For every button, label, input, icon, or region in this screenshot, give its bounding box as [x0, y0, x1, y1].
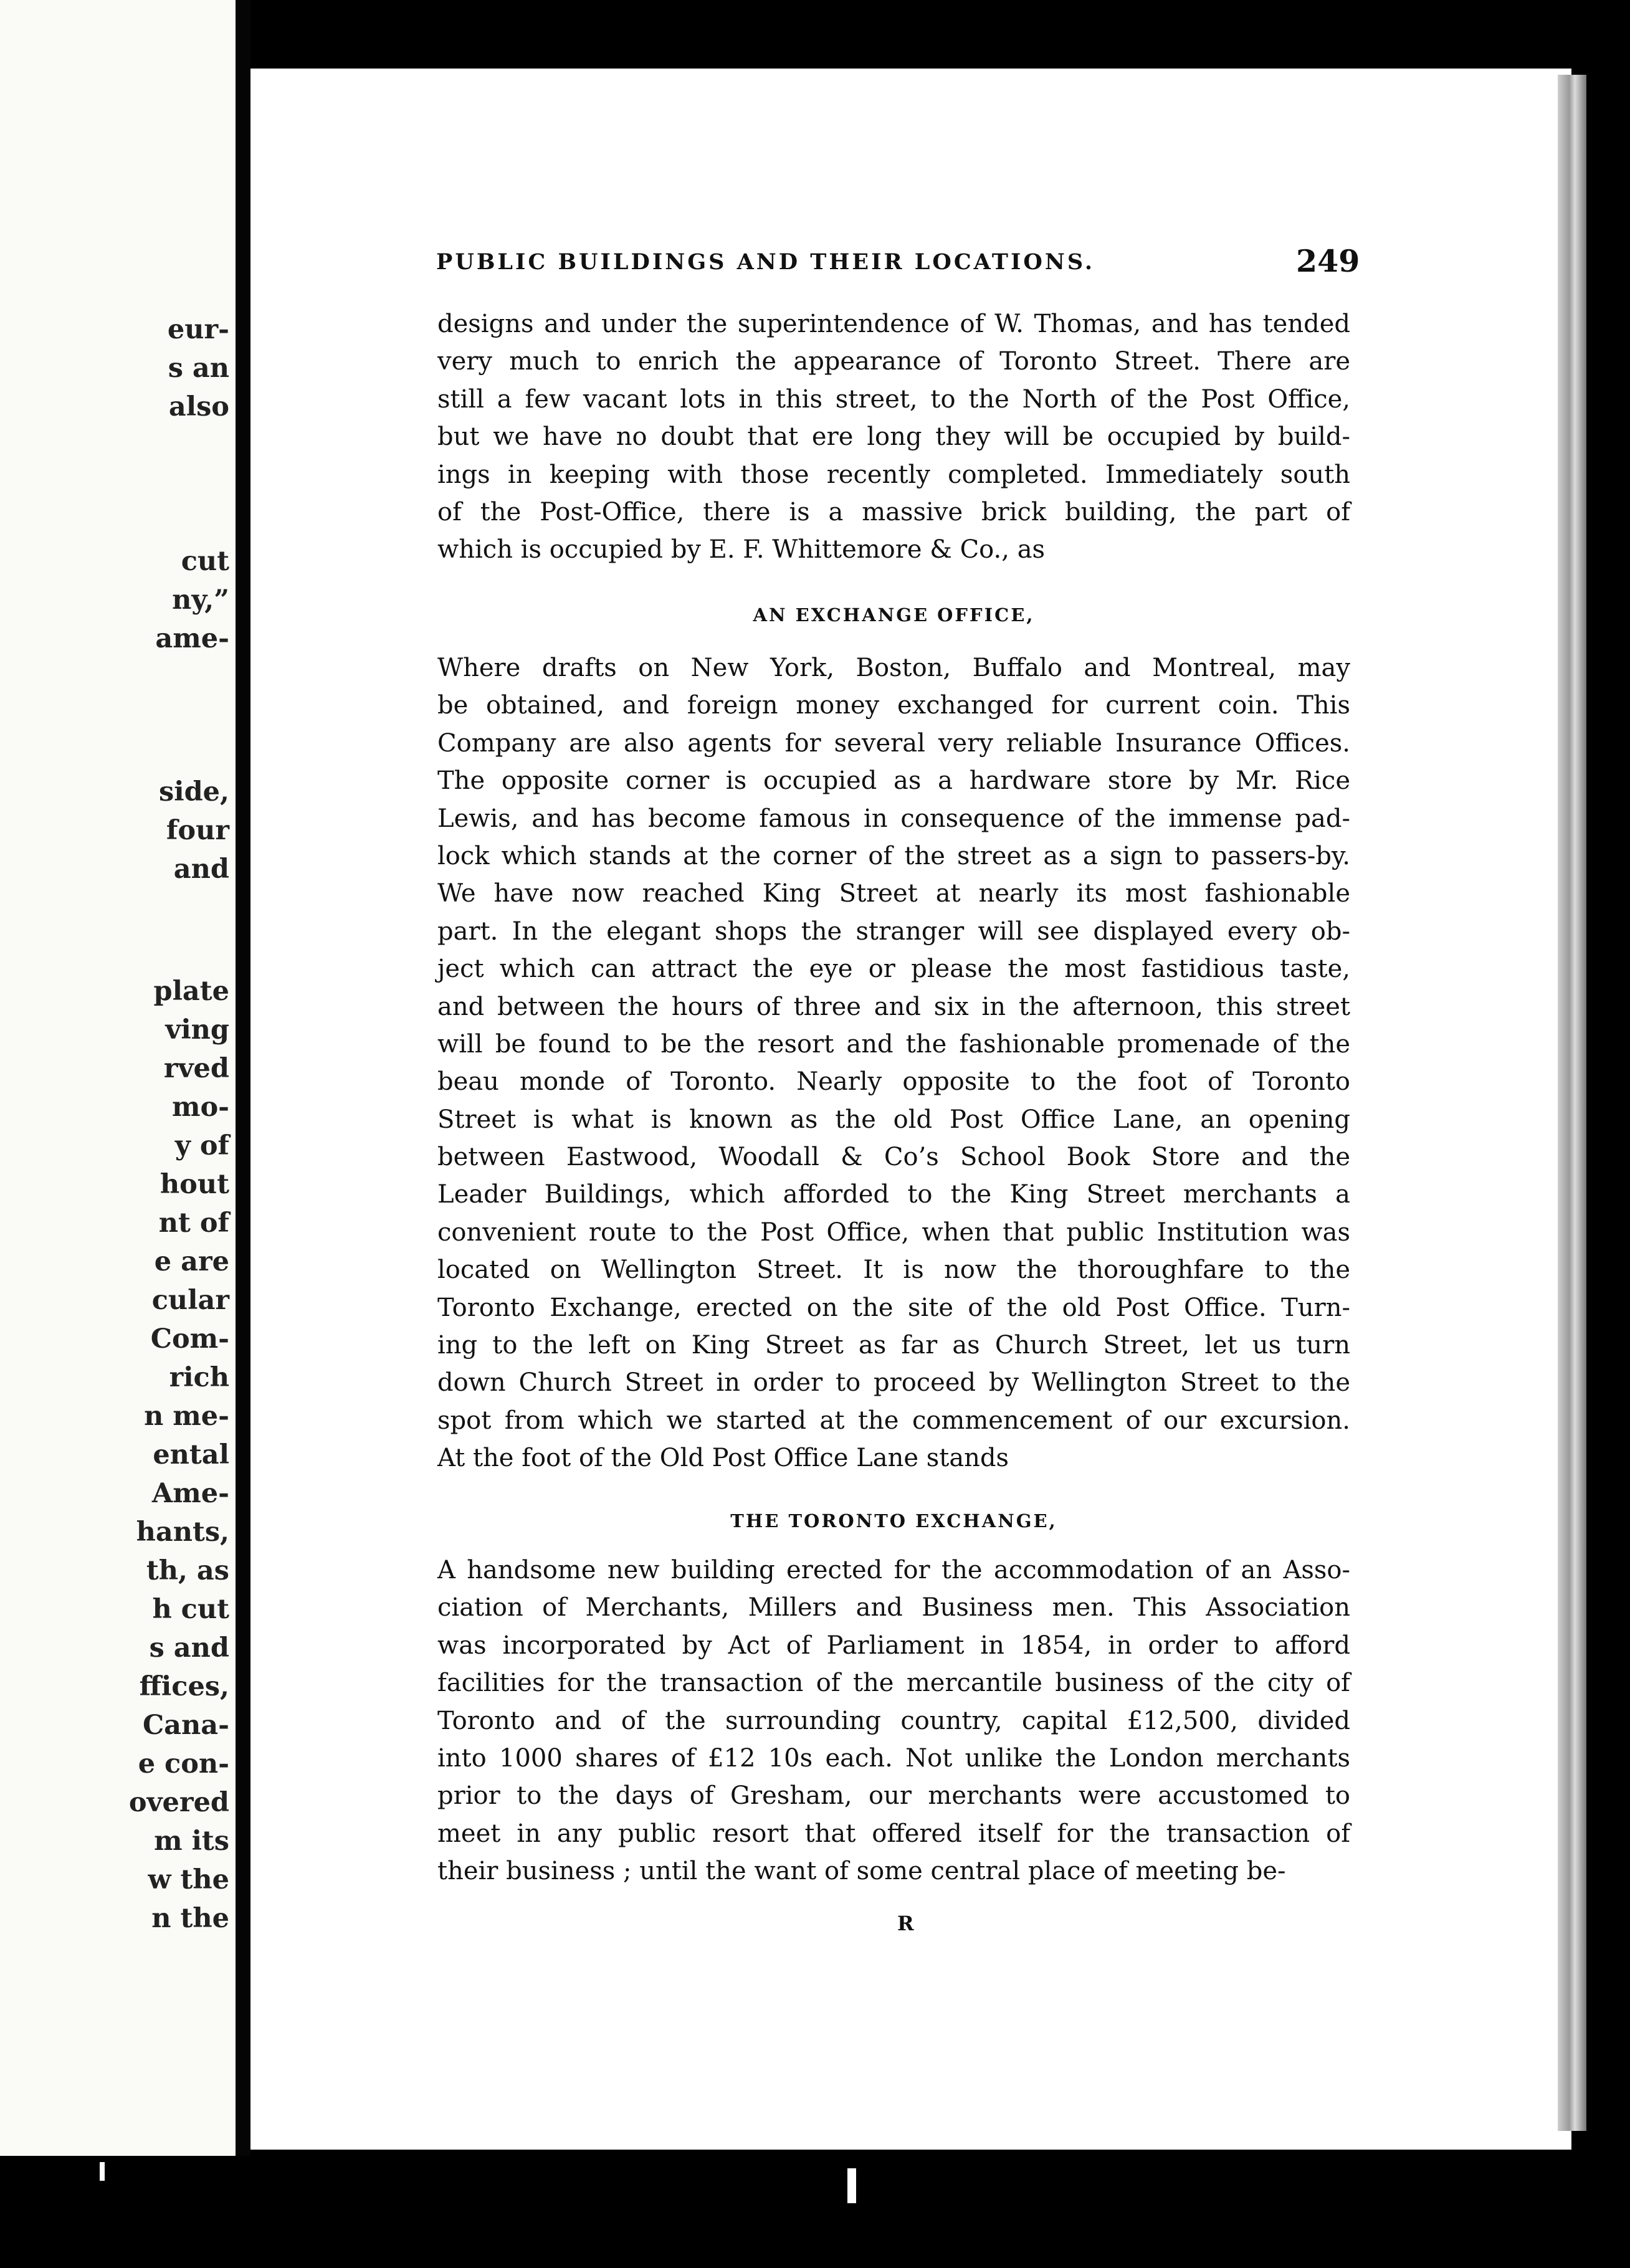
text-line: lock which stands at the corner of the street as a sign to passers-by. — [437, 841, 1350, 870]
section-heading-toronto-exchange: THE TORONTO EXCHANGE, — [730, 1510, 1057, 1532]
text-line: part. In the elegant shops the stranger will see displayed every ob- — [437, 917, 1350, 946]
facing-page-fragment: w the — [148, 1864, 229, 1895]
text-line: The opposite corner is occupied as a hardware store by Mr. Rice — [437, 766, 1350, 796]
text-line: their business ; until the want of some central place of meeting be- — [437, 1857, 1286, 1886]
text-line: was incorporated by Act of Parliament in 1854, in order to afford — [437, 1631, 1350, 1660]
running-head: PUBLIC BUILDINGS AND THEIR LOCATIONS. — [436, 249, 1095, 275]
facing-page-fragment: ffices, — [139, 1671, 229, 1702]
text-line: and between the hours of three and six in the afternoon, this street — [437, 992, 1350, 1021]
text-line: beau monde of Toronto. Nearly opposite to the foot of Toronto — [437, 1067, 1350, 1097]
text-line: Street is what is known as the old Post Office Lane, an opening — [437, 1105, 1350, 1134]
facing-page-fragment: Cana- — [142, 1710, 229, 1741]
text-line: Lewis, and has become famous in consequence of the immense pad- — [437, 804, 1350, 833]
section-heading-exchange-office: AN EXCHANGE OFFICE, — [753, 604, 1035, 626]
text-line: Toronto and of the surrounding country, capital £12,500, divided — [437, 1706, 1350, 1735]
facing-page-fragment: overed — [128, 1787, 229, 1818]
text-line: meet in any public resort that offered itself for the transaction of — [437, 1819, 1350, 1848]
facing-page-fragment: hants, — [136, 1517, 229, 1548]
facing-page-fragment: side, — [159, 776, 229, 808]
facing-page-fragment: y of — [174, 1130, 229, 1161]
facing-page-fragment: ving — [165, 1014, 229, 1046]
facing-page-fragment: cut — [181, 546, 229, 577]
facing-page-fragment: and — [173, 854, 229, 885]
scan-bottom-edge — [0, 2156, 1630, 2268]
text-line: into 1000 shares of £12 10s each. Not unlike the London merchants — [437, 1743, 1350, 1773]
facing-page-fragment: n me- — [144, 1401, 229, 1432]
text-line: ing to the left on King Street as far as Church Street, let us turn — [437, 1331, 1350, 1360]
text-line: We have now reached King Street at nearly its most fashionable — [437, 879, 1350, 908]
text-line: still a few vacant lots in this street, to the North of the Post Office, — [437, 384, 1350, 414]
text-line: will be found to be the resort and the fashionable promenade of the — [437, 1029, 1350, 1059]
text-line: At the foot of the Old Post Office Lane stands — [437, 1444, 1009, 1473]
text-line: prior to the days of Gresham, our merchants were accustomed to — [437, 1781, 1350, 1811]
facing-page-fragment: ental — [153, 1439, 229, 1470]
facing-page-fragment: eur- — [167, 314, 229, 345]
facing-page-fragment: ny,” — [172, 584, 229, 616]
facing-page-fragment: ame- — [155, 623, 229, 654]
facing-page-fragment: th, as — [146, 1555, 229, 1586]
facing-page-fragment: cular — [151, 1285, 229, 1316]
signature-mark: R — [897, 1912, 914, 1935]
text-line: A handsome new building erected for the accommodation of an Asso- — [437, 1556, 1350, 1584]
text-line: down Church Street in order to proceed by Wellington Street to the — [437, 1368, 1350, 1398]
facing-page-fragment: m its — [154, 1826, 229, 1857]
page-edges — [1558, 75, 1586, 2131]
facing-page-fragment: h cut — [152, 1594, 229, 1625]
text-line: facilities for the transaction of the mercantile business of the city of — [437, 1669, 1350, 1698]
text-line: located on Wellington Street. It is now the thoroughfare to the — [437, 1256, 1350, 1285]
scan-artifact — [847, 2168, 856, 2203]
facing-page-fragment: nt of — [158, 1208, 229, 1239]
facing-page-text-fragments — [0, 0, 236, 2268]
text-line: very much to enrich the appearance of Toronto Street. There are — [437, 347, 1350, 376]
text-line: designs and under the superintendence of W. Thomas, and has tended — [437, 310, 1350, 338]
facing-page-fragment: e are — [154, 1246, 229, 1277]
facing-page-fragment: rich — [169, 1362, 229, 1393]
text-line: ciation of Merchants, Millers and Business men. This Association — [437, 1593, 1350, 1622]
paragraph-block-1 — [437, 305, 1350, 569]
facing-page-fragment: also — [168, 391, 229, 422]
text-line: of the Post-Office, there is a massive brick building, the part of — [437, 497, 1350, 526]
text-line: Leader Buildings, which afforded to the King Street merchants a — [437, 1180, 1350, 1209]
text-line: Where drafts on New York, Boston, Buffalo and Montreal, may — [437, 654, 1350, 682]
text-line: Toronto Exchange, erected on the site of the old Post Office. Turn- — [437, 1293, 1350, 1322]
scan-artifact — [100, 2162, 105, 2181]
facing-page-fragment: mo- — [171, 1092, 229, 1123]
facing-page-fragment: Ame- — [151, 1478, 229, 1509]
text-line: Company are also agents for several very reliable Insurance Offices. — [437, 728, 1350, 758]
facing-page-fragment: Com- — [150, 1323, 229, 1355]
text-line: between Eastwood, Woodall & Co’s School Book Store and the — [437, 1143, 1350, 1172]
paragraph-block-3 — [437, 1551, 1350, 1890]
text-line: be obtained, and foreign money exchanged for current coin. This — [437, 691, 1350, 720]
facing-page-fragment: n the — [151, 1903, 229, 1934]
text-line: which is occupied by E. F. Whittemore & Co., as — [437, 535, 1046, 565]
facing-page-fragment: e con- — [138, 1748, 229, 1780]
text-line: but we have no doubt that ere long they will be occupied by build- — [437, 422, 1350, 452]
paragraph-block-2 — [437, 649, 1350, 1477]
page-number: 249 — [1296, 243, 1360, 279]
text-line: ject which can attract the eye or please the most fastidious taste, — [437, 955, 1350, 984]
facing-page-fragment: s an — [168, 353, 229, 384]
facing-page-fragment: plate — [153, 976, 229, 1007]
text-line: spot from which we started at the commencement of our excursion. — [437, 1406, 1350, 1435]
book-gutter — [236, 0, 250, 2268]
facing-page-fragment: hout — [160, 1169, 229, 1200]
text-line: ings in keeping with those recently completed. Immediately south — [437, 460, 1350, 489]
facing-page-fragment: s and — [149, 1632, 229, 1664]
text-line: convenient route to the Post Office, when that public Institution was — [437, 1217, 1350, 1247]
facing-page-fragment: four — [166, 815, 229, 846]
facing-page-fragment: rved — [163, 1053, 229, 1084]
